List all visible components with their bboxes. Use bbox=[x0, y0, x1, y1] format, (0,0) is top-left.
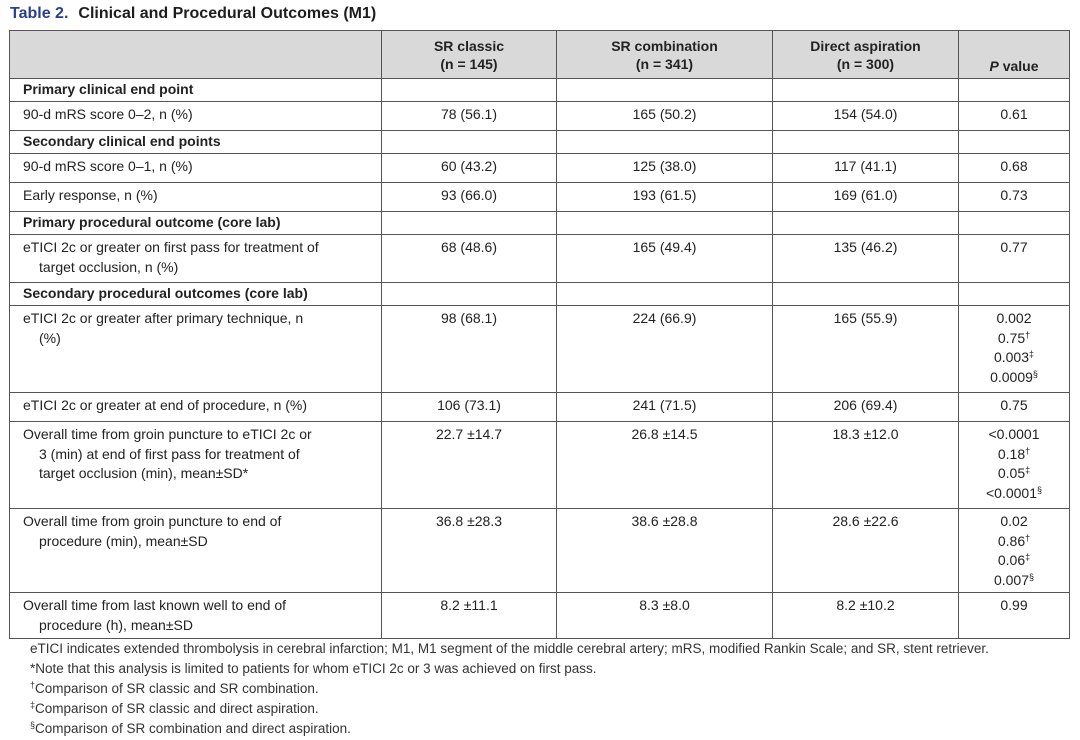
footnote-double-dagger: ‡Comparison of SR classic and direct aspiration. bbox=[30, 700, 319, 716]
cell-sr-classic: 36.8 ±28.3 bbox=[382, 509, 557, 593]
cell-p-value: 0.99 bbox=[959, 593, 1070, 639]
row-label: Overall time from last known well to end of procedure (h), mean±SD bbox=[10, 593, 382, 639]
cell-direct-aspiration: 117 (41.1) bbox=[773, 154, 959, 183]
row-label: eTICI 2c or greater at end of procedure, n (%) bbox=[10, 393, 382, 422]
cell-p-value: 0.61 bbox=[959, 102, 1070, 131]
cell-p-value: 0.75 bbox=[959, 393, 1070, 422]
row-label: Overall time from groin puncture to eTICI 2c or 3 (min) at end of first pass for treatment of target occlusion (min), mean±SD* bbox=[10, 422, 382, 509]
cell-direct-aspiration: 154 (54.0) bbox=[773, 102, 959, 131]
cell-sr-classic: 60 (43.2) bbox=[382, 154, 557, 183]
cell-sr-combination: 165 (50.2) bbox=[557, 102, 773, 131]
table-name: Clinical and Procedural Outcomes (M1) bbox=[78, 5, 377, 22]
header-row bbox=[10, 31, 1070, 79]
row-label: eTICI 2c or greater on first pass for treatment of target occlusion, n (%) bbox=[10, 235, 382, 283]
section-label: Secondary clinical end points bbox=[10, 131, 382, 154]
cell-sr-classic: 68 (48.6) bbox=[382, 235, 557, 283]
cell-direct-aspiration: 165 (55.9) bbox=[773, 306, 959, 393]
cell-direct-aspiration: 169 (61.0) bbox=[773, 183, 959, 212]
table-row bbox=[10, 102, 1070, 131]
footnote-star: *Note that this analysis is limited to patients for whom eTICI 2c or 3 was achieved on first pass. bbox=[30, 661, 597, 676]
cell-sr-classic: 8.2 ±11.1 bbox=[382, 593, 557, 639]
header-sr-classic: SR classic (n = 145) bbox=[382, 31, 557, 79]
table-row bbox=[10, 422, 1070, 509]
table-row bbox=[10, 393, 1070, 422]
cell-sr-combination: 224 (66.9) bbox=[557, 306, 773, 393]
cell-p-value: 0.68 bbox=[959, 154, 1070, 183]
section-row bbox=[10, 283, 1070, 306]
section-row bbox=[10, 79, 1070, 102]
row-label: eTICI 2c or greater after primary technique, n (%) bbox=[10, 306, 382, 393]
cell-direct-aspiration: 206 (69.4) bbox=[773, 393, 959, 422]
cell-sr-combination: 241 (71.5) bbox=[557, 393, 773, 422]
section-row bbox=[10, 131, 1070, 154]
cell-p-value: 0.02 0.86† 0.06‡ 0.007§ bbox=[959, 509, 1070, 593]
table-row bbox=[10, 183, 1070, 212]
cell-sr-classic: 78 (56.1) bbox=[382, 102, 557, 131]
row-label: Early response, n (%) bbox=[10, 183, 382, 212]
cell-p-value: 0.73 bbox=[959, 183, 1070, 212]
cell-sr-classic: 106 (73.1) bbox=[382, 393, 557, 422]
section-label: Primary clinical end point bbox=[10, 79, 382, 102]
cell-sr-classic: 93 (66.0) bbox=[382, 183, 557, 212]
cell-p-value: 0.77 bbox=[959, 235, 1070, 283]
row-label: 90-d mRS score 0–1, n (%) bbox=[10, 154, 382, 183]
table-footnotes bbox=[30, 639, 989, 739]
header-blank bbox=[10, 31, 382, 79]
cell-sr-combination: 26.8 ±14.5 bbox=[557, 422, 773, 509]
cell-sr-classic: 98 (68.1) bbox=[382, 306, 557, 393]
cell-sr-combination: 8.3 ±8.0 bbox=[557, 593, 773, 639]
cell-direct-aspiration: 135 (46.2) bbox=[773, 235, 959, 283]
table-row bbox=[10, 593, 1070, 639]
cell-sr-combination: 165 (49.4) bbox=[557, 235, 773, 283]
row-label: 90-d mRS score 0–2, n (%) bbox=[10, 102, 382, 131]
cell-sr-combination: 38.6 ±28.8 bbox=[557, 509, 773, 593]
outcomes-table bbox=[9, 30, 1070, 639]
row-label: Overall time from groin puncture to end of procedure (min), mean±SD bbox=[10, 509, 382, 593]
table-row bbox=[10, 154, 1070, 183]
cell-sr-combination: 125 (38.0) bbox=[557, 154, 773, 183]
cell-direct-aspiration: 8.2 ±10.2 bbox=[773, 593, 959, 639]
footnote-section: §Comparison of SR combination and direct aspiration. bbox=[30, 720, 351, 736]
table-number: Table 2. bbox=[10, 5, 69, 22]
cell-p-value: 0.002 0.75† 0.003‡ 0.0009§ bbox=[959, 306, 1070, 393]
cell-sr-classic: 22.7 ±14.7 bbox=[382, 422, 557, 509]
footnote-dagger: †Comparison of SR classic and SR combination. bbox=[30, 680, 319, 696]
header-direct-aspiration: Direct aspiration (n = 300) bbox=[773, 31, 959, 79]
footnote-abbreviations: eTICI indicates extended thrombolysis in cerebral infarction; M1, M1 segment of the middle cerebral artery; mRS, modified Rankin Scale; and SR, stent retriever. bbox=[30, 641, 989, 656]
section-label: Primary procedural outcome (core lab) bbox=[10, 212, 382, 235]
cell-direct-aspiration: 28.6 ±22.6 bbox=[773, 509, 959, 593]
cell-direct-aspiration: 18.3 ±12.0 bbox=[773, 422, 959, 509]
table-title bbox=[10, 5, 376, 23]
header-sr-combination: SR combination (n = 341) bbox=[557, 31, 773, 79]
table-row bbox=[10, 509, 1070, 593]
header-p-value: P value bbox=[959, 31, 1070, 79]
table-row bbox=[10, 306, 1070, 393]
cell-p-value: <0.0001 0.18† 0.05‡ <0.0001§ bbox=[959, 422, 1070, 509]
section-label: Secondary procedural outcomes (core lab) bbox=[10, 283, 382, 306]
section-row bbox=[10, 212, 1070, 235]
cell-sr-combination: 193 (61.5) bbox=[557, 183, 773, 212]
table-row bbox=[10, 235, 1070, 283]
